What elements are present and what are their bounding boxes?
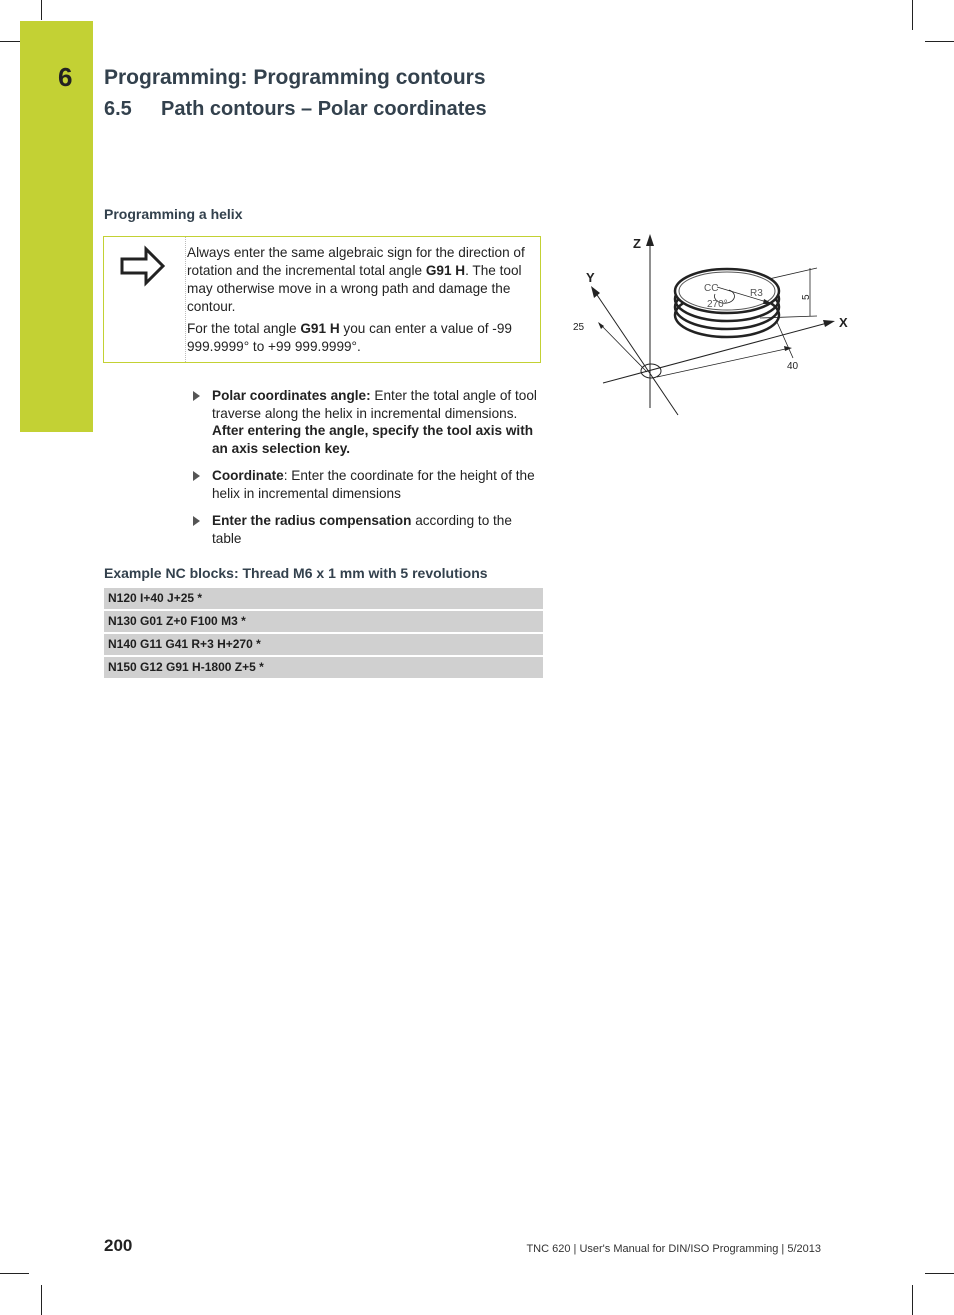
angle-label: 270° bbox=[707, 299, 728, 310]
note-paragraph bbox=[187, 320, 532, 356]
step-item bbox=[190, 467, 542, 502]
y-axis-label: Y bbox=[586, 270, 595, 285]
cc-label: CC bbox=[704, 283, 719, 294]
radius-label: R3 bbox=[750, 288, 763, 299]
nc-block-row: N120 I+40 J+25 * bbox=[104, 588, 543, 609]
y-axis bbox=[593, 289, 678, 415]
note-text-span: Always enter the same algebraic sign for the direction of rotation and the incremental total angle bbox=[187, 245, 525, 278]
dim-label-25: 25 bbox=[573, 322, 585, 333]
note-text bbox=[187, 244, 532, 360]
helix-figure bbox=[565, 230, 855, 420]
step-bold: Polar coordinates angle: bbox=[212, 388, 371, 403]
dim-label-40: 40 bbox=[787, 361, 799, 372]
step-text: Enter the total angle of tool traverse along the helix in incremental dimensions. bbox=[212, 388, 537, 421]
nc-block-table bbox=[104, 588, 543, 680]
step-list bbox=[190, 387, 542, 557]
z-axis-label: Z bbox=[633, 236, 641, 251]
example-heading: Example NC blocks: Thread M6 x 1 mm with 5 revolutions bbox=[104, 565, 488, 581]
chapter-tab bbox=[20, 21, 93, 432]
step-bold: Coordinate bbox=[212, 468, 284, 483]
step-item bbox=[190, 512, 542, 547]
step-bold: Enter the radius compensation bbox=[212, 513, 412, 528]
crop-mark bbox=[925, 41, 954, 42]
crop-mark bbox=[41, 1285, 42, 1315]
z-axis-arrow bbox=[646, 234, 654, 246]
x-axis-arrow bbox=[823, 320, 835, 327]
note-box bbox=[103, 236, 541, 363]
nc-block-row: N150 G12 G91 H-1800 Z+5 * bbox=[104, 657, 543, 678]
step-text: according to the table bbox=[212, 513, 512, 546]
note-divider bbox=[185, 237, 186, 362]
x-axis bbox=[603, 322, 831, 383]
dim-arrow bbox=[598, 322, 604, 329]
crop-mark bbox=[41, 0, 42, 20]
crop-mark bbox=[912, 1285, 913, 1315]
subheading: Programming a helix bbox=[104, 206, 243, 222]
dim-line-25 bbox=[599, 323, 647, 372]
page-number: 200 bbox=[104, 1236, 133, 1255]
note-text-span: you can enter a value of -99 999.9999° to +99 999.9999°. bbox=[187, 321, 512, 354]
section-number: 6.5 bbox=[104, 98, 132, 120]
step-item bbox=[190, 387, 542, 457]
chapter-number: 6 bbox=[58, 62, 73, 92]
nc-block-row: N130 G01 Z+0 F100 M3 * bbox=[104, 611, 543, 632]
note-text-span: . The tool may otherwise move in a wrong path and damage the contour. bbox=[187, 263, 522, 314]
bullet-triangle-icon bbox=[193, 471, 200, 481]
dim-line-40 bbox=[657, 348, 790, 377]
dim-extension bbox=[760, 316, 817, 318]
arrow-right-icon bbox=[118, 245, 168, 292]
dim-extension bbox=[777, 322, 793, 358]
step-bold: After entering the angle, specify the tool axis with an axis selection key. bbox=[212, 423, 534, 456]
note-text-span: For the total angle bbox=[187, 321, 301, 336]
bullet-triangle-icon bbox=[193, 391, 200, 401]
step-text: : Enter the coordinate for the height of the helix in incremental dimensions bbox=[212, 468, 535, 501]
note-paragraph bbox=[187, 244, 532, 316]
dim-label-5: 5 bbox=[801, 294, 812, 300]
bullet-triangle-icon bbox=[193, 516, 200, 526]
section-title: Path contours – Polar coordinates bbox=[161, 98, 487, 120]
origin-circle bbox=[641, 364, 661, 378]
crop-mark bbox=[0, 1273, 29, 1274]
note-bold-span: G91 H bbox=[425, 263, 466, 278]
crop-mark bbox=[0, 41, 20, 42]
x-axis-label: X bbox=[839, 315, 848, 330]
nc-block-row: N140 G11 G41 R+3 H+270 * bbox=[104, 634, 543, 655]
note-bold-span: G91 H bbox=[300, 321, 340, 336]
y-axis-arrow bbox=[591, 286, 600, 298]
crop-mark bbox=[925, 1273, 954, 1274]
crop-mark bbox=[912, 0, 913, 30]
footer-text: TNC 620 | User's Manual for DIN/ISO Programming | 5/2013 bbox=[526, 1243, 821, 1255]
chapter-title: Programming: Programming contours bbox=[104, 66, 486, 89]
